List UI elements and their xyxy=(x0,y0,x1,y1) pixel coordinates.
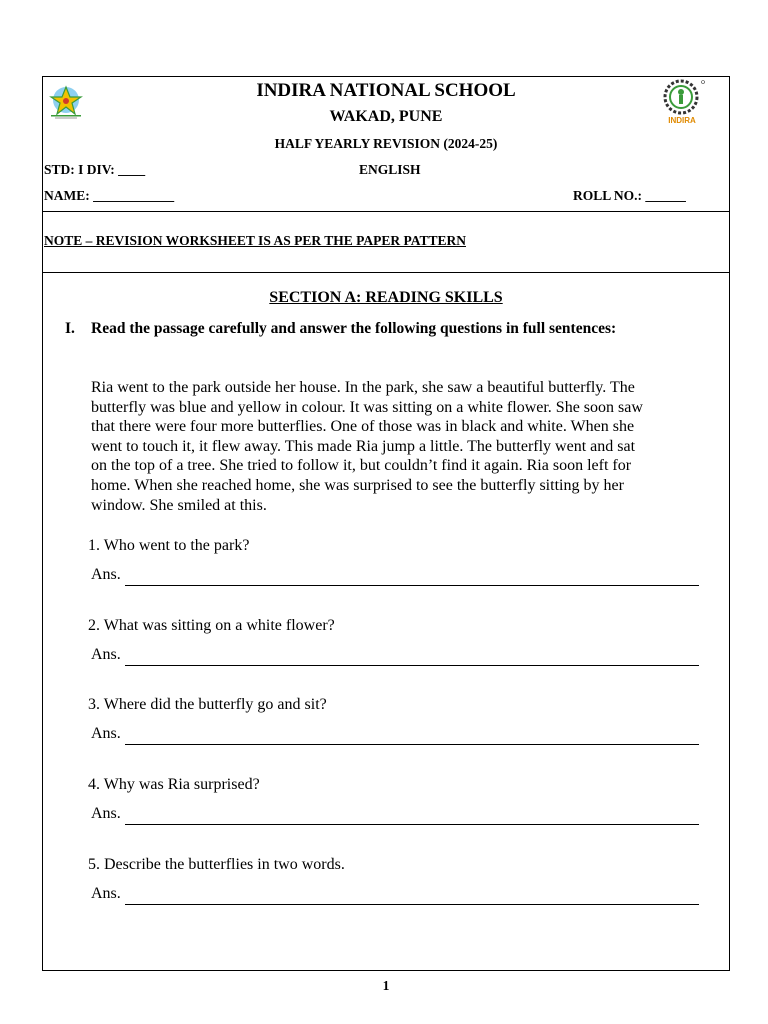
roll-number-field: ROLL NO.: ______ xyxy=(573,188,686,203)
question-4: 4. Why was Ria surprised? xyxy=(88,776,260,793)
answer-label: Ans. xyxy=(91,885,121,902)
answer-line-1[interactable] xyxy=(91,566,699,588)
school-name: INDIRA NATIONAL SCHOOL xyxy=(256,80,516,101)
section-title: SECTION A: READING SKILLS xyxy=(269,289,503,306)
instruction xyxy=(65,320,616,338)
school-city: WAKAD, PUNE xyxy=(329,108,443,125)
answer-label: Ans. xyxy=(91,805,121,822)
passage-line: butterfly was blue and yellow in colour. It was sitting on a white flower. She soon saw xyxy=(91,398,643,416)
passage-line: on the top of a tree. She tried to follow it, but couldn’t find it again. Ria soon left for xyxy=(91,457,632,475)
answer-label: Ans. xyxy=(91,646,121,663)
passage-line: that there were four more butterflies. One of those was in black and white. When she xyxy=(91,418,635,436)
passage-line: went to touch it, it flew away. This made Ria jump a little. The butterfly went and sat xyxy=(91,437,636,455)
answer-line-3[interactable] xyxy=(91,725,699,747)
answer-line-5[interactable] xyxy=(91,885,699,907)
question-3: 3. Where did the butterfly go and sit? xyxy=(88,696,327,713)
subject-label: ENGLISH xyxy=(359,162,421,177)
question-2: 2. What was sitting on a white flower? xyxy=(88,617,335,634)
exam-title: HALF YEARLY REVISION (2024-25) xyxy=(274,136,498,151)
note-text: NOTE – REVISION WORKSHEET IS AS PER THE PAPER PATTERN xyxy=(44,233,466,248)
emblem-label: INDIRA xyxy=(668,116,696,125)
answer-line-4[interactable] xyxy=(91,805,699,827)
passage-line: window. She smiled at this. xyxy=(91,496,267,514)
answer-label: Ans. xyxy=(91,725,121,742)
answer-line-2[interactable] xyxy=(91,646,699,668)
note-divider xyxy=(42,272,730,273)
question-1: 1. Who went to the park? xyxy=(88,537,250,554)
answer-label: Ans. xyxy=(91,566,121,583)
instruction-text: Read the passage carefully and answer the following questions in full sentences: xyxy=(91,320,617,337)
name-field: NAME: ____________ xyxy=(44,188,175,203)
header-divider xyxy=(42,211,730,212)
reading-passage xyxy=(91,378,727,515)
std-div-field: STD: I DIV: ____ xyxy=(44,162,146,177)
instruction-number: I. xyxy=(65,320,75,337)
passage-line: home. When she reached home, she was surprised to see the butterfly sitting by her xyxy=(91,476,624,494)
passage-line: Ria went to the park outside her house. In the park, she saw a beautiful butterfly. The xyxy=(91,379,635,396)
page-number: 1 xyxy=(382,978,390,993)
question-5: 5. Describe the butterflies in two words. xyxy=(88,856,345,873)
